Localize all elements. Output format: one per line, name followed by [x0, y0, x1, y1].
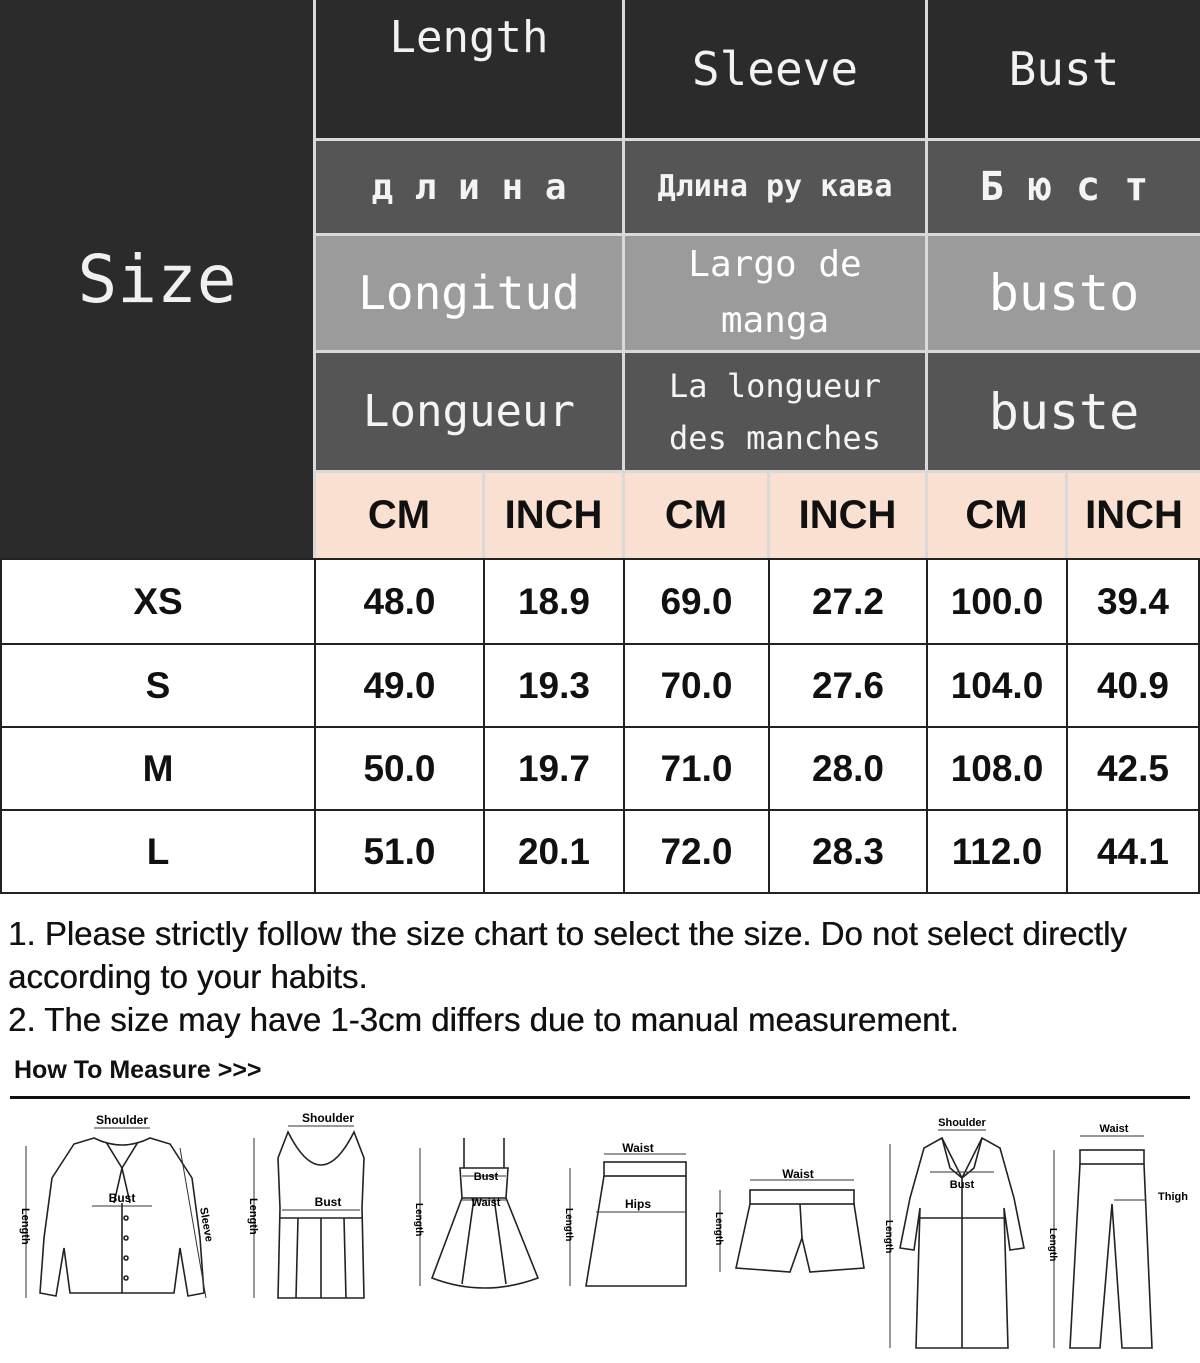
note-1: 1. Please strictly follow the size chart to select the size. Do not select directly according to your habits. — [8, 915, 1127, 995]
svg-text:Length: Length — [247, 1198, 259, 1235]
skirt-icon — [556, 1108, 696, 1308]
table-cell: 70.0 — [625, 645, 770, 728]
unit-length-inch: INCH — [485, 473, 622, 558]
table-cell: 72.0 — [625, 811, 770, 894]
table-row-size: XS — [2, 560, 316, 645]
svg-text:Shoulder: Shoulder — [938, 1117, 986, 1129]
table-cell: 69.0 — [625, 560, 770, 645]
table-cell: 49.0 — [316, 645, 485, 728]
table-cell: 20.1 — [485, 811, 625, 894]
table-cell: 50.0 — [316, 728, 485, 811]
vest-icon — [238, 1108, 388, 1308]
unit-length-cm: CM — [316, 473, 482, 558]
size-table-body — [0, 558, 1200, 894]
table-cell: 27.2 — [770, 560, 928, 645]
table-cell: 40.9 — [1068, 645, 1200, 728]
table-cell: 27.6 — [770, 645, 928, 728]
table-cell: 19.7 — [485, 728, 625, 811]
svg-text:Length: Length — [1047, 1228, 1058, 1262]
svg-text:Bust: Bust — [473, 1171, 499, 1183]
table-cell: 48.0 — [316, 560, 485, 645]
blouse-icon — [14, 1108, 224, 1308]
bust-header-ru: Б ю с т — [928, 141, 1200, 233]
table-cell: 44.1 — [1068, 811, 1200, 894]
size-header-cell — [0, 0, 314, 558]
table-row-size: L — [2, 811, 316, 894]
table-cell: 28.0 — [770, 728, 928, 811]
sleeve-header-fr: La longueur des manches — [625, 353, 925, 470]
svg-text:Shoulder: Shoulder — [95, 1113, 149, 1127]
svg-text:Sleeve: Sleeve — [197, 1206, 215, 1243]
table-cell: 18.9 — [485, 560, 625, 645]
table-row-size: S — [2, 645, 316, 728]
table-cell: 19.3 — [485, 645, 625, 728]
bust-header-es: busto — [928, 236, 1200, 350]
svg-text:Shoulder: Shoulder — [301, 1111, 355, 1125]
table-cell: 42.5 — [1068, 728, 1200, 811]
table-cell: 108.0 — [928, 728, 1068, 811]
bust-header-fr: buste — [928, 353, 1200, 470]
table-cell: 104.0 — [928, 645, 1068, 728]
sleeve-header-en: Sleeve — [625, 0, 925, 138]
coat-icon — [880, 1108, 1040, 1358]
length-header-es: Longitud — [316, 236, 622, 350]
unit-bust-inch: INCH — [1068, 473, 1200, 558]
sleeve-header-es: Largo de manga — [625, 236, 925, 350]
svg-text:Thigh: Thigh — [1158, 1191, 1188, 1203]
svg-text:Hips: Hips — [624, 1197, 652, 1211]
svg-text:Waist: Waist — [471, 1197, 501, 1209]
divider — [10, 1096, 1190, 1099]
size-label: Size — [77, 240, 237, 318]
length-header-fr: Longueur — [316, 353, 622, 470]
size-notes — [8, 912, 1188, 1041]
unit-bust-cm: CM — [928, 473, 1065, 558]
dress-icon — [402, 1108, 552, 1308]
note-2: 2. The size may have 1-3cm differs due to manual measurement. — [8, 1001, 959, 1038]
unit-sleeve-inch: INCH — [770, 473, 925, 558]
svg-text:Length: Length — [883, 1220, 894, 1254]
sleeve-header-ru: Длина ру кава — [625, 141, 925, 233]
table-cell: 112.0 — [928, 811, 1068, 894]
table-row-size: M — [2, 728, 316, 811]
pants-icon — [1044, 1108, 1194, 1358]
svg-text:Length: Length — [563, 1208, 574, 1242]
svg-text:Bust: Bust — [108, 1191, 136, 1205]
length-header-en: Length — [316, 0, 622, 138]
svg-text:Waist: Waist — [1099, 1123, 1129, 1135]
svg-text:Length: Length — [413, 1203, 424, 1237]
svg-text:Length: Length — [713, 1212, 724, 1246]
table-cell: 39.4 — [1068, 560, 1200, 645]
length-header-ru: д л и н а — [316, 141, 622, 233]
svg-text:Waist: Waist — [782, 1167, 814, 1181]
svg-text:Waist: Waist — [622, 1141, 654, 1155]
table-cell: 28.3 — [770, 811, 928, 894]
table-cell: 100.0 — [928, 560, 1068, 645]
unit-sleeve-cm: CM — [625, 473, 767, 558]
bust-header-en: Bust — [928, 0, 1200, 138]
table-cell: 71.0 — [625, 728, 770, 811]
svg-text:Length: Length — [19, 1208, 31, 1245]
shorts-icon — [710, 1108, 870, 1308]
svg-text:Bust: Bust — [949, 1179, 975, 1191]
svg-text:Bust: Bust — [314, 1195, 342, 1209]
table-cell: 51.0 — [316, 811, 485, 894]
how-to-measure-title: How To Measure >>> — [14, 1056, 262, 1084]
